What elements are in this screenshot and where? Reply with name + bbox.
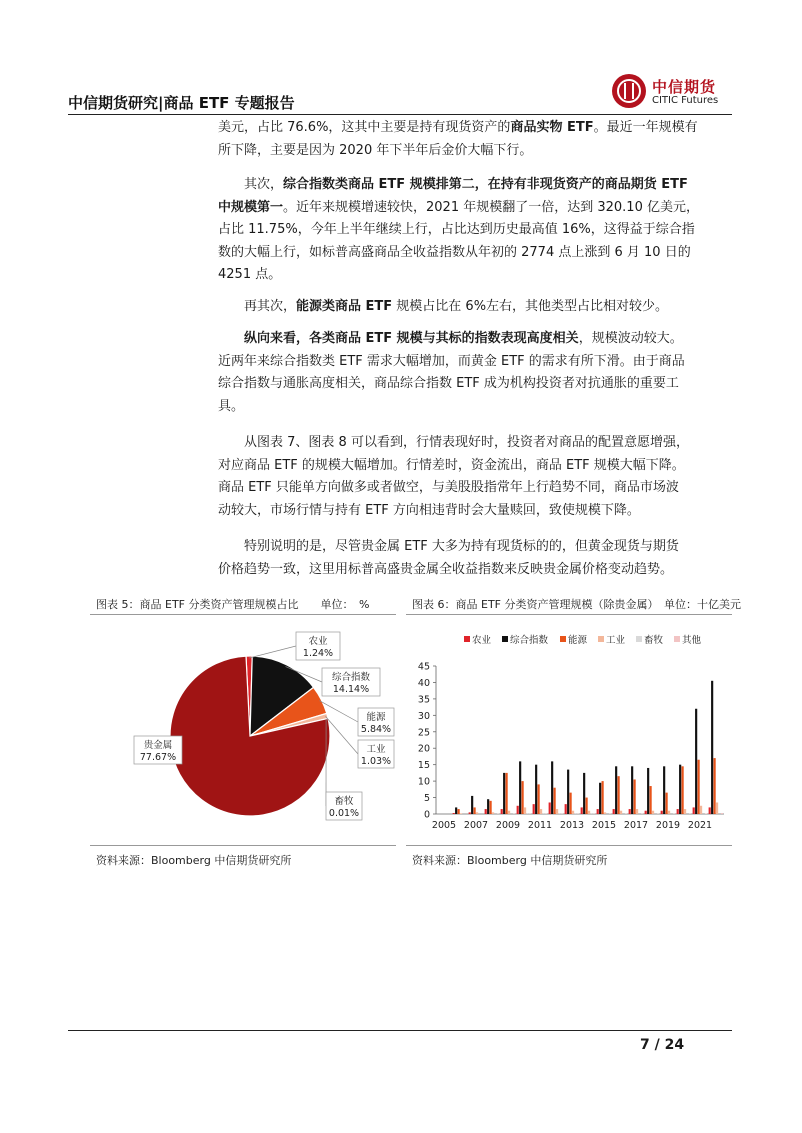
bar [705,813,707,814]
paragraph-line [218,140,738,163]
bar [597,809,599,814]
y-tick-label: 35 [417,694,430,706]
figure-6-source-rule [406,845,732,846]
bar [485,809,487,814]
bar [469,812,471,814]
bar [519,761,521,814]
bold-text: 中规模第一 [218,199,284,215]
figure-5-caption-rule [90,614,396,615]
x-tick-label: 2009 [495,820,521,831]
bar [629,809,631,814]
x-tick-label: 2005 [431,820,457,831]
bar [458,809,460,814]
report-header-title: 中信期货研究|商品 ETF 专题报告 [68,94,295,112]
bar [695,709,697,814]
text-run: 占比 11.75%，今年上半年继续上行，占比达到历史最高值 16%，这得益于综合指 [218,222,695,237]
bar [474,807,476,814]
bar [693,807,695,814]
text-run: 数的大幅上行，如标普高盛商品全收益指数从年初的 2774 点上涨到 6 月 10 日的 [218,244,691,260]
bar [709,807,711,814]
bold-text: 综合指数类商品 ETF 规模排第二，在持有非现货资产的商品期货 ETF [283,177,688,192]
figure-6-source: 资料来源：Bloomberg 中信期货研究所 [412,854,608,867]
bar [666,793,668,814]
y-tick-label: 10 [417,776,430,788]
y-tick-label: 20 [417,743,430,755]
text-run: 。最近一年规模有 [593,120,698,135]
footer-rule [68,1030,732,1031]
legend-label: 能源 [568,635,588,646]
paragraph-line [218,396,738,419]
text-run: 4251 点。 [218,267,282,282]
bar [490,801,492,814]
bar [700,806,702,814]
legend-label: 其他 [682,635,702,646]
bar [501,809,503,814]
text-run: 近两年来综合指数类 ETF 需求大幅增加，而黄金 ETF 的需求有所下滑。由于商品 [218,353,685,369]
pie-slice-value-label: 1.03% [360,756,392,767]
text-run: 综合指数与通胀高度相关，商品综合指数 ETF 成为机构投资者对抗通胀的重要工 [218,376,679,391]
x-tick-label: 2021 [687,820,713,831]
paragraph-line [218,559,738,582]
y-tick-label: 25 [417,727,430,739]
legend-swatch [464,636,470,642]
bar [506,773,508,814]
pie-slice-name: 工业 [366,744,386,755]
bar [631,766,633,814]
pie-chart-fig5 [90,616,396,844]
text-run: 对应商品 ETF 的规模大幅增加。行情差时，资金流出，商品 ETF 规模大幅下降。 [218,457,685,473]
bar [460,813,462,814]
bar [492,812,494,814]
bar [684,809,686,814]
paragraph-line [218,296,738,319]
paragraph-line [218,117,738,140]
x-tick-label: 2007 [463,820,489,831]
bold-text: 能源类商品 ETF [296,299,393,314]
pie-slice-value-label: 0.01% [328,808,360,819]
text-run: 。近年来规模增速较快，2021 年规模翻了一倍，达到 320.10 亿美元， [283,199,699,215]
pie-slice-name: 贵金属 [143,740,173,751]
legend-swatch [674,636,680,642]
bar [661,811,663,814]
bar [602,781,604,814]
legend-label: 综合指数 [510,635,549,646]
bar-chart-fig6 [406,616,732,844]
bar [581,807,583,814]
pie-slice-value-label: 1.24% [302,648,334,659]
text-run: 具。 [218,398,245,414]
bar [508,811,510,814]
page-number: 7 / 24 [640,1037,685,1053]
pie-slice-value-label: 5.84% [360,724,392,735]
bar [535,765,537,814]
legend-label: 工业 [606,635,626,646]
bar [634,779,636,814]
bar [721,813,723,814]
pie-slice-value-label: 14.14% [332,684,370,695]
bar [453,813,455,814]
bar [682,766,684,814]
logo-en-text: CITIC Futures [652,95,719,106]
pie-slice-name: 农业 [308,636,328,647]
y-tick-label: 45 [417,661,430,673]
x-tick-label: 2011 [527,820,553,831]
bold-text: 商品实物 ETF [510,120,594,135]
paragraph-line [218,197,738,220]
paragraph [218,296,738,319]
pie-slice-name: 能源 [366,712,386,723]
paragraph [218,536,738,581]
bar [549,802,551,814]
paragraph-line [218,455,738,478]
paragraph-line [218,536,738,559]
x-tick-label: 2019 [655,820,681,831]
legend-label: 农业 [472,635,492,646]
bar [613,809,615,814]
text-run: 美元，占比 76.6%，这其中主要是持有现货资产的 [218,120,511,135]
paragraph [218,174,738,287]
x-tick-label: 2013 [559,820,585,831]
text-run: 价格趋势一致，这里用标普高盛贵金属全收益指数来反映贵金属价格变动趋势。 [218,561,674,577]
bar [698,760,700,814]
paragraph [218,117,738,162]
bar [714,758,716,814]
paragraph [218,328,738,418]
bar [570,793,572,814]
figure-6-caption: 图表 6：商品 ETF 分类资产管理规模（除贵金属） 单位：十亿美元 [412,598,741,611]
pie-slice-name: 综合指数 [331,672,371,683]
bar [652,811,654,814]
bar [538,784,540,814]
bar [476,812,478,814]
paragraph [218,432,738,522]
y-tick-label: 40 [417,677,430,689]
paragraph-line [218,500,738,523]
text-run: 动较大，市场行情与持有 ETF 方向相违背时会大量赎回，致使规模下降。 [218,502,640,518]
bar [455,807,457,814]
x-tick-label: 2015 [591,820,617,831]
bar [647,768,649,814]
bold-text: 纵向来看，各类商品 ETF 规模与其标的指数表现高度相关 [218,331,579,346]
bar [604,812,606,814]
bar [540,809,542,814]
pie-slice-value-label: 77.67% [139,752,177,763]
bar [533,804,535,814]
text-run: 从图表 7、图表 8 可以看到，行情表现好时，投资者对商品的配置意愿增强， [218,435,689,450]
bar [650,786,652,814]
pie-leader-line [249,646,296,658]
bar [716,802,718,814]
legend-swatch [636,636,642,642]
citic-seal-icon [612,74,646,108]
paragraph-line [218,351,738,374]
text-run: 特别说明的是，尽管贵金属 ETF 大多为持有现货标的的，但黄金现货与期货 [218,539,679,554]
legend-swatch [560,636,566,642]
text-run: ，规模波动较大。 [578,331,683,346]
bar [554,788,556,814]
bar [679,765,681,814]
bar [645,811,647,814]
paragraph-line [218,219,738,242]
bar [556,809,558,814]
x-tick-label: 2017 [623,820,649,831]
bar [567,770,569,814]
bar [471,796,473,814]
bar [615,766,617,814]
paragraph-line [218,174,738,197]
paragraph-line [218,242,738,265]
bar [599,783,601,814]
text-run: 规模占比在 6%左右，其他类型占比相对较少。 [392,299,669,314]
y-tick-label: 0 [423,809,430,821]
pie-slice-name: 畜牧 [334,796,354,807]
text-run: 所下降，主要是因为 2020 年下半年后金价大幅下行。 [218,142,533,158]
bar [620,811,622,814]
bar [668,811,670,814]
paragraph-line [218,477,738,500]
paragraph-line [218,264,738,287]
legend-label: 畜牧 [644,635,664,646]
legend-swatch [502,636,508,642]
y-tick-label: 5 [423,793,430,805]
bar [663,766,665,814]
bar [572,811,574,814]
bar [588,811,590,814]
bar [551,761,553,814]
paragraph-line [218,373,738,396]
citic-futures-logo [612,74,734,110]
bar [503,773,505,814]
bar [517,806,519,814]
paragraph-line [218,328,738,351]
bar [583,773,585,814]
bar [711,681,713,814]
legend-swatch [598,636,604,642]
figure-5-caption: 图表 5：商品 ETF 分类资产管理规模占比 单位： % [96,598,370,611]
paragraph-line [218,432,738,455]
bar [636,809,638,814]
bar [522,781,524,814]
bar [586,798,588,814]
y-tick-label: 15 [417,760,430,772]
logo-cn-text: 中信期货 [652,78,717,96]
bar [677,809,679,814]
bar [524,807,526,814]
text-run: 商品 ETF 只能单方向做多或者做空，与美股股指常年上行趋势不同，商品市场波 [218,480,679,495]
text-run: 其次， [218,177,284,192]
bar [618,776,620,814]
bar [487,799,489,814]
header-rule [68,114,732,115]
y-tick-label: 30 [417,710,430,722]
bar [565,804,567,814]
figure-5-source-rule [90,845,396,846]
figure-6-caption-rule [406,614,732,615]
figure-5-source: 资料来源：Bloomberg 中信期货研究所 [96,854,292,867]
text-run: 再其次， [218,299,297,314]
